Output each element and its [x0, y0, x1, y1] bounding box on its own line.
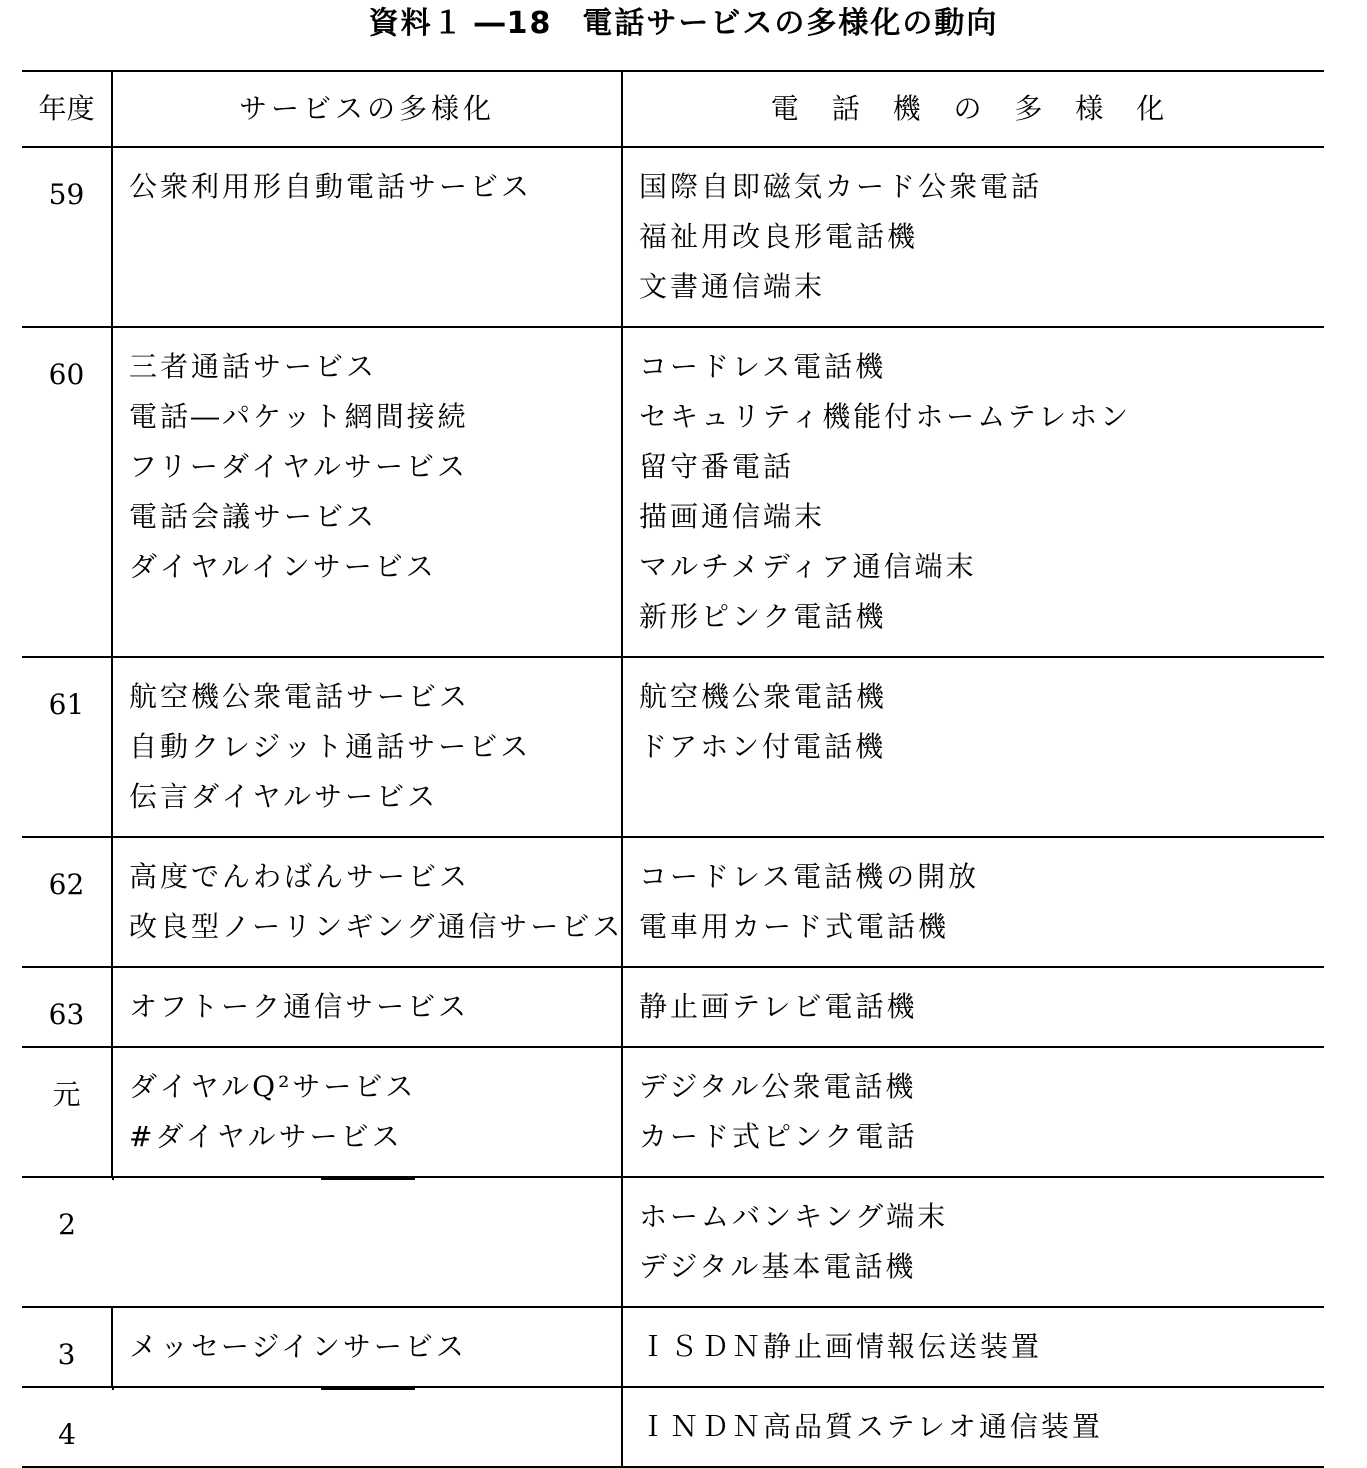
telephones-cell: [622, 967, 1324, 1047]
telephones-cell: [622, 1177, 1324, 1307]
table-row: [22, 1387, 1324, 1467]
telephone-item: ドアホン付電話機: [639, 730, 887, 763]
services-cell: [112, 1178, 621, 1180]
table-row: [22, 967, 1324, 1047]
service-item: オフトーク通信サービス: [129, 990, 470, 1023]
title-text: 電話サービスの多様化の動向: [582, 6, 999, 41]
telephone-item: 航空機公衆電話機: [639, 680, 888, 713]
table-row: [22, 147, 1324, 327]
service-item: ダイヤルインサービス: [129, 550, 437, 583]
table-row: [22, 1307, 1324, 1387]
services-cell: [112, 1388, 621, 1390]
telephones-cell: [622, 1307, 1324, 1387]
telephones-cell: [622, 657, 1324, 837]
telephone-item: ホームバンキング端末: [639, 1200, 949, 1233]
service-item: 自動クレジット通話サービス: [129, 730, 532, 763]
telephone-item: 留守番電話: [639, 450, 795, 483]
telephone-item: ＩＳＤＮ静止画情報伝送装置: [639, 1330, 1043, 1363]
service-diversification-table: [22, 70, 1324, 1468]
telephone-item: デジタル公衆電話機: [639, 1070, 917, 1103]
year-cell: 60: [48, 358, 85, 391]
telephone-item: 描画通信端末: [639, 500, 826, 533]
title-label: 資料１: [368, 6, 465, 41]
services-cell: [112, 1047, 622, 1177]
telephone-item: 国際自即磁気カード公衆電話: [639, 170, 1043, 203]
telephone-item: 福祉用改良形電話機: [639, 220, 919, 253]
service-item: メッセージインサービス: [129, 1330, 467, 1363]
year-cell: 63: [48, 998, 85, 1031]
service-item: 公衆利用形自動電話サービス: [129, 170, 533, 203]
year-cell: 62: [48, 868, 85, 901]
services-cell: [112, 967, 622, 1047]
telephone-item: 静止画テレビ電話機: [639, 990, 918, 1023]
table-row: [22, 1047, 1324, 1177]
telephones-cell: [622, 327, 1324, 657]
telephones-cell: [622, 147, 1324, 327]
services-cell: [112, 657, 622, 837]
telephone-item: 電車用カード式電話機: [639, 910, 950, 943]
telephone-item: セキュリティ機能付ホームテレホン: [639, 400, 1132, 433]
year-cell: 61: [48, 688, 85, 721]
telephone-item: 新形ピンク電話機: [639, 600, 887, 633]
service-item: 航空機公衆電話サービス: [129, 680, 471, 713]
table-header: [22, 71, 1324, 147]
year-cell: 2: [58, 1208, 76, 1241]
header-row: [22, 71, 1324, 147]
table-row: [22, 1177, 1324, 1307]
services-cell: [112, 147, 622, 327]
services-cell: [112, 1307, 622, 1387]
header-telephones: 電 話 機 の 多 様 化: [622, 71, 1324, 147]
service-item: 電話会議サービス: [129, 500, 378, 533]
table-row: [22, 327, 1324, 657]
year-cell: 3: [57, 1338, 76, 1371]
title-number: ―18: [474, 6, 553, 41]
telephone-item: コードレス電話機の開放: [639, 860, 980, 893]
service-item: 伝言ダイヤルサービス: [129, 780, 439, 813]
header-year: 年度: [38, 92, 95, 125]
none-dash: [321, 1178, 415, 1180]
telephone-item: デジタル基本電話機: [639, 1250, 917, 1283]
table-body: [22, 147, 1324, 1467]
services-cell: [112, 327, 622, 657]
header-services: サービスの多様化: [112, 71, 622, 147]
year-cell: 元: [52, 1078, 81, 1111]
telephone-item: ＩＮＤＮ高品質ステレオ通信装置: [639, 1410, 1103, 1443]
table-row: [22, 657, 1324, 837]
service-item: 改良型ノーリンギング通信サービス: [129, 910, 624, 943]
page-title: [0, 4, 1367, 44]
telephone-item: マルチメディア通信端末: [639, 550, 977, 583]
service-item: 電話―パケット網間接続: [129, 400, 469, 433]
none-dash: [321, 1388, 415, 1390]
year-cell: 59: [48, 178, 85, 211]
services-cell: [112, 837, 622, 967]
telephones-cell: [622, 837, 1324, 967]
table-row: [22, 837, 1324, 967]
telephone-item: コードレス電話機: [639, 350, 887, 383]
year-cell: 4: [58, 1418, 76, 1451]
service-item: 三者通話サービス: [129, 350, 378, 383]
telephone-item: カード式ピンク電話: [639, 1120, 918, 1153]
telephones-cell: [622, 1047, 1324, 1177]
service-item: フリーダイヤルサービス: [129, 450, 469, 483]
telephones-cell: [622, 1387, 1324, 1467]
service-item: #ダイヤルサービス: [129, 1120, 403, 1153]
telephone-item: 文書通信端末: [639, 270, 826, 303]
service-item: 高度でんわばんサービス: [129, 860, 471, 893]
service-item: ダイヤルQ²サービス: [129, 1070, 417, 1103]
